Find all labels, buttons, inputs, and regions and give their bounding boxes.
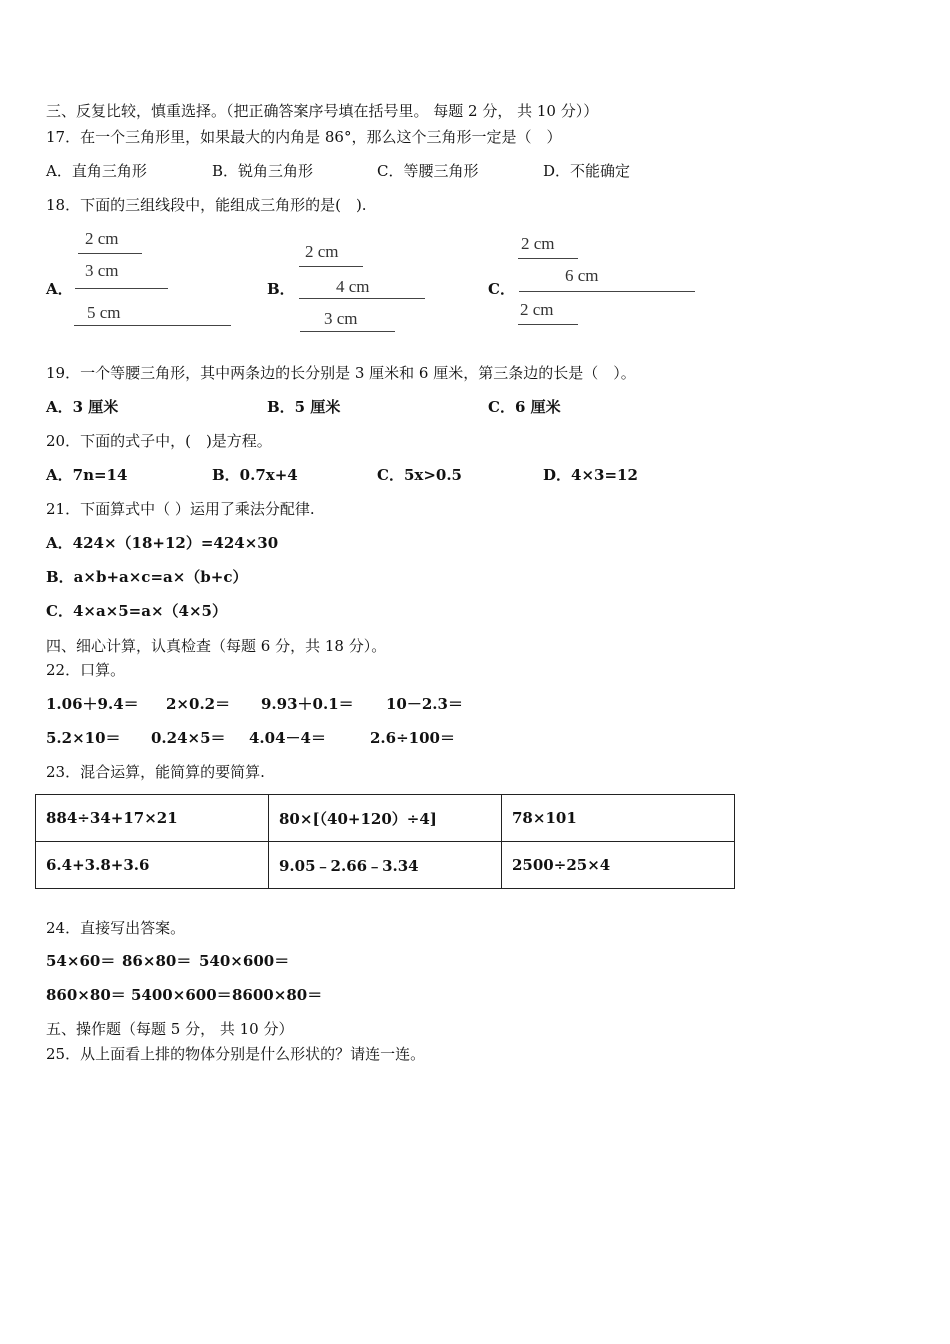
question-21: 21．下面算式中（ ）运用了乘法分配律.	[46, 500, 315, 518]
q20-option-b: B．0.7x+4	[212, 466, 298, 484]
q22-item: 4.04－4＝	[249, 729, 326, 747]
q17-option-c: C．等腰三角形	[377, 162, 479, 180]
question-20: 20．下面的式子中，( )是方程。	[46, 432, 272, 450]
q18-b-segment-2	[299, 298, 425, 299]
q18-a-segment-2	[75, 288, 168, 289]
q24-item: 5400×600＝	[131, 986, 232, 1004]
table-row	[36, 842, 735, 889]
q18-c-segment-3	[518, 324, 578, 325]
q17-option-a: A．直角三角形	[46, 162, 147, 180]
question-24: 24．直接写出答案。	[46, 919, 186, 937]
q23-table	[35, 794, 735, 889]
q17-option-d: D．不能确定	[543, 162, 631, 180]
q18-b-segment-1-label: 2 cm	[305, 242, 339, 261]
question-22: 22．口算。	[46, 661, 126, 679]
q20-option-d: D．4×3=12	[543, 466, 638, 484]
q24-item: 540×600＝	[199, 952, 290, 970]
q18-option-b-label: B．	[267, 280, 295, 298]
q21-option-c: C．4×a×5=a×（4×5）	[46, 602, 227, 620]
section-5-heading: 五、操作题（每题 5 分， 共 10 分）	[46, 1020, 294, 1038]
q18-c-segment-1	[518, 258, 578, 259]
q18-b-segment-3	[300, 331, 395, 332]
q22-item: 10－2.3＝	[386, 695, 463, 713]
q22-item: 1.06＋9.4＝	[46, 695, 139, 713]
section-4-heading: 四、细心计算，认真检查（每题 6 分，共 18 分）。	[46, 637, 387, 655]
q18-c-segment-3-label: 2 cm	[520, 300, 554, 319]
q18-c-segment-1-label: 2 cm	[521, 234, 555, 253]
q24-item: 8600×80＝	[232, 986, 323, 1004]
q18-a-segment-3	[74, 325, 231, 326]
q22-item: 2.6÷100＝	[370, 729, 455, 747]
q20-option-a: A．7n=14	[46, 466, 128, 484]
q18-a-segment-3-label: 5 cm	[87, 303, 121, 322]
q18-b-segment-2-label: 4 cm	[336, 277, 370, 296]
q18-a-segment-2-label: 3 cm	[85, 261, 119, 280]
q20-option-c: C．5x>0.5	[377, 466, 462, 484]
q24-item: 86×80＝	[122, 952, 192, 970]
q22-item: 2×0.2＝	[166, 695, 231, 713]
q24-item: 54×60＝	[46, 952, 116, 970]
table-cell: 6.4+3.8+3.6	[36, 842, 269, 889]
q18-c-segment-2	[519, 291, 695, 292]
q18-b-segment-3-label: 3 cm	[324, 309, 358, 328]
table-cell: 884÷34+17×21	[36, 795, 269, 842]
q18-option-a-label: A．	[46, 280, 73, 298]
q22-item: 0.24×5＝	[151, 729, 226, 747]
q18-a-segment-1	[78, 253, 142, 254]
q18-option-c-label: C．	[488, 280, 515, 298]
q19-option-b: B．5 厘米	[267, 398, 341, 416]
table-row	[36, 795, 735, 842]
table-cell: 78×101	[502, 795, 735, 842]
section-3-heading: 三、反复比较，慎重选择。（把正确答案序号填在括号里。 每题 2 分， 共 10 分））	[46, 102, 599, 120]
q19-option-c: C．6 厘米	[488, 398, 561, 416]
q18-a-segment-1-label: 2 cm	[85, 229, 119, 248]
q22-item: 5.2×10＝	[46, 729, 121, 747]
table-cell: 9.05﹣2.66﹣3.34	[269, 842, 502, 889]
question-18: 18．下面的三组线段中，能组成三角形的是( ).	[46, 196, 367, 214]
q24-item: 860×80＝	[46, 986, 126, 1004]
question-17: 17．在一个三角形里，如果最大的内角是 86°，那么这个三角形一定是（ ）	[46, 128, 562, 146]
question-23: 23．混合运算，能简算的要简算.	[46, 763, 265, 781]
q22-item: 9.93＋0.1＝	[261, 695, 354, 713]
q21-option-b: B．a×b+a×c=a×（b+c）	[46, 568, 248, 586]
q19-option-a: A．3 厘米	[46, 398, 119, 416]
q17-option-b: B．锐角三角形	[212, 162, 314, 180]
question-19: 19．一个等腰三角形，其中两条边的长分别是 3 厘米和 6 厘米，第三条边的长是（ ）。	[46, 364, 636, 382]
q18-b-segment-1	[299, 266, 363, 267]
q21-option-a: A．424×（18+12）=424×30	[46, 534, 279, 552]
table-cell: 2500÷25×4	[502, 842, 735, 889]
question-25: 25．从上面看上排的物体分别是什么形状的？请连一连。	[46, 1045, 426, 1063]
q18-c-segment-2-label: 6 cm	[565, 266, 599, 285]
table-cell: 80×[（40+120）÷4]	[269, 795, 502, 842]
